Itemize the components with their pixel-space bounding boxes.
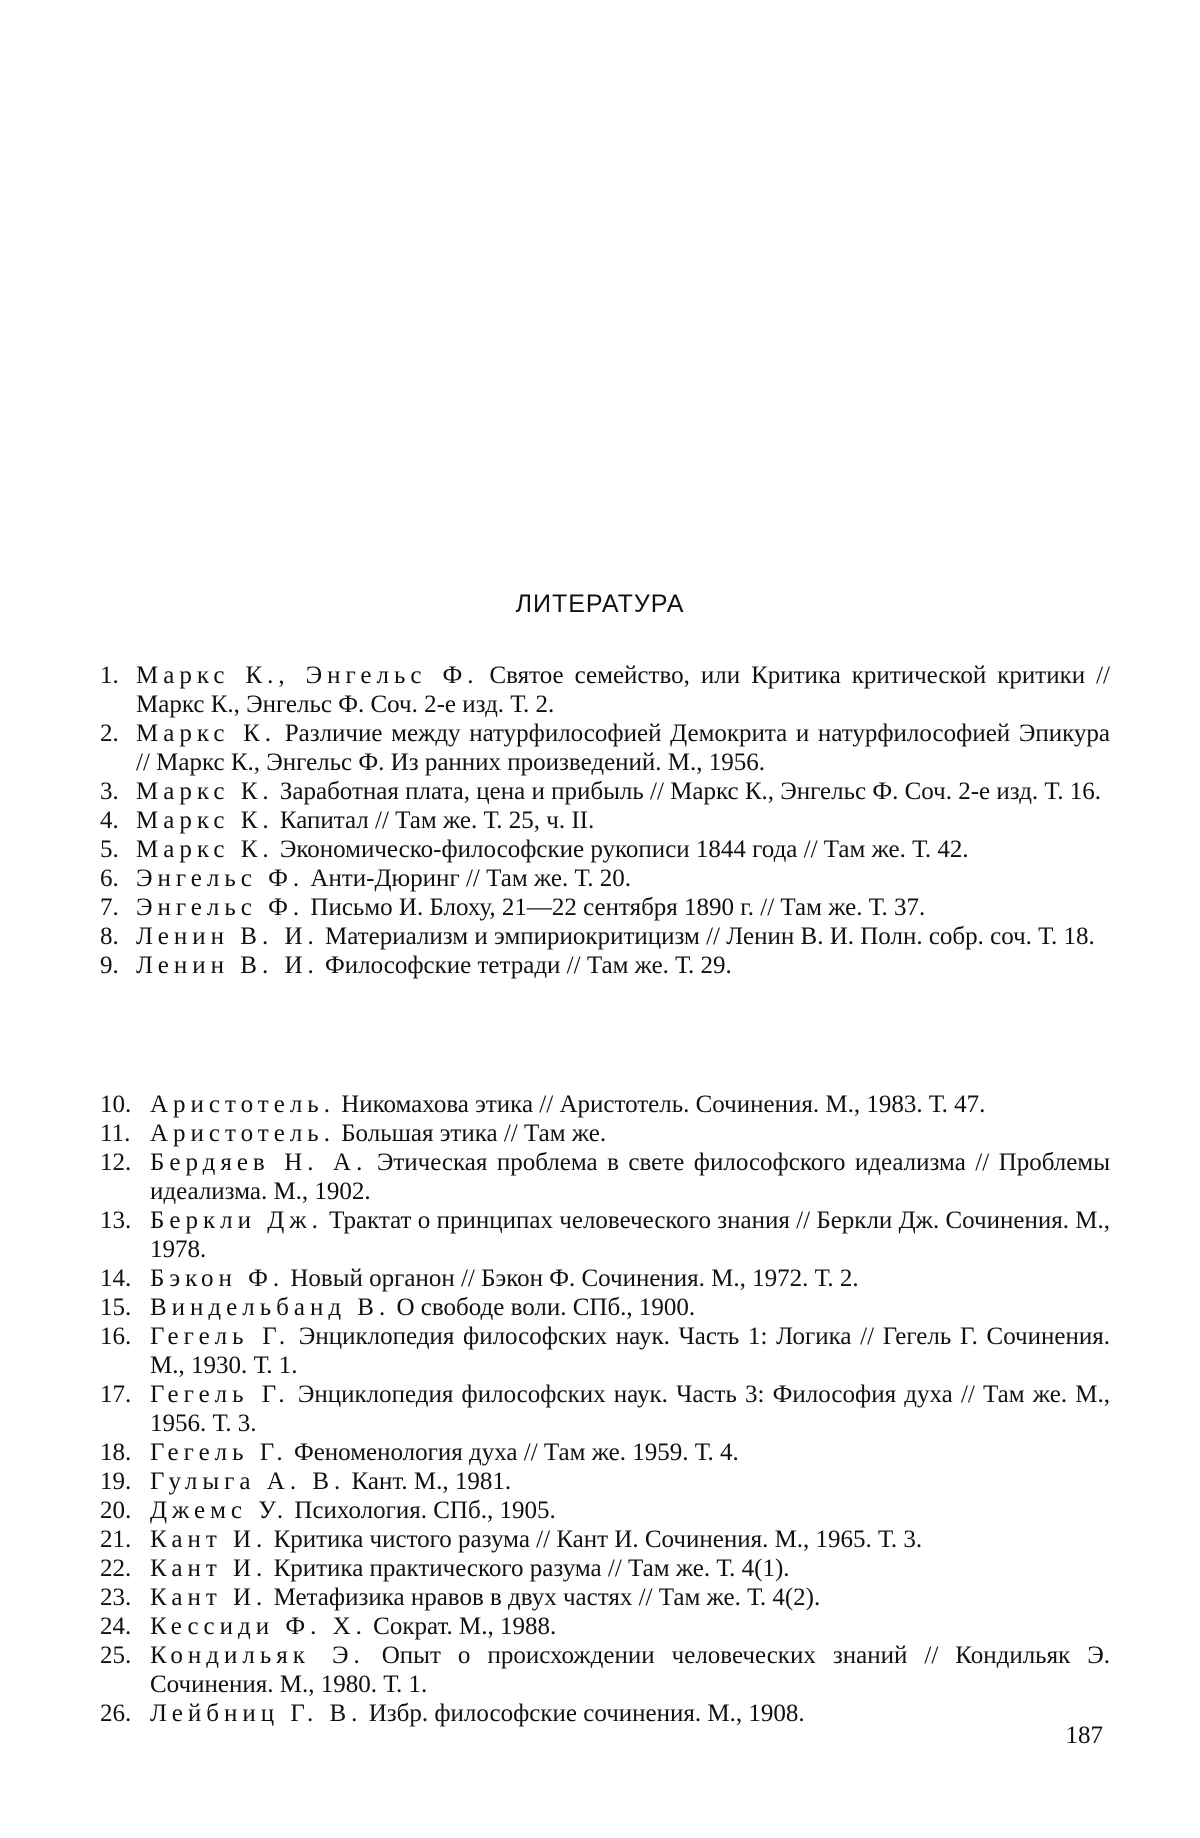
reference-item [100, 806, 1110, 835]
reference-number: 25. [100, 1642, 132, 1669]
reference-author: Лейбниц Г. В. [150, 1700, 363, 1727]
reference-item [100, 1699, 1110, 1728]
reference-item [100, 1322, 1110, 1380]
reference-number: 17. [100, 1381, 132, 1408]
reference-item [100, 777, 1110, 806]
reference-author: Аристотель. [150, 1091, 335, 1118]
reference-number: 14. [100, 1265, 132, 1292]
reference-text: Кант. М., 1981. [345, 1468, 512, 1495]
reference-number: 26. [100, 1700, 132, 1727]
reference-author: Маркс К. [136, 836, 274, 863]
reference-author: Бэкон Ф. [150, 1265, 285, 1292]
reference-item [100, 1583, 1110, 1612]
reference-text: Новый органон // Бэкон Ф. Сочинения. М., 1972. Т. 2. [284, 1265, 859, 1292]
page-title: ЛИТЕРАТУРА [515, 590, 685, 618]
reference-author: Гегель Г. [150, 1323, 291, 1350]
reference-author: Беркли Дж. [150, 1207, 323, 1234]
reference-number: 18. [100, 1439, 132, 1466]
reference-number: 19. [100, 1468, 132, 1495]
reference-text: Святое семейство, или Критика критической критики // Маркс К., Энгельс Ф. Соч. 2-е изд. Т. 2. [136, 662, 1110, 718]
reference-author: Маркс К., Энгельс Ф. [136, 662, 479, 689]
reference-text: Капитал // Там же. Т. 25, ч. II. [273, 807, 595, 834]
reference-text: Материализм и эмпириокритицизм // Ленин В. И. Полн. собр. соч. Т. 18. [318, 923, 1095, 950]
reference-text: О свободе воли. СПб., 1900. [390, 1294, 696, 1321]
reference-author: Кессиди Ф. Х. [150, 1613, 367, 1640]
reference-author: Маркс К. [136, 720, 277, 747]
references-list-other-authors [100, 1090, 1110, 1728]
reference-author: Кондильяк Э. [150, 1642, 365, 1669]
reference-author: Энгельс Ф. [136, 865, 305, 892]
reference-author: Виндельбанд В. [150, 1294, 391, 1321]
reference-item [100, 951, 1110, 980]
reference-item [100, 719, 1110, 777]
reference-text: Энциклопедия философских наук. Часть 3: Философия духа // Там же. М., 1956. Т. 3. [150, 1381, 1110, 1437]
reference-item [100, 661, 1110, 719]
reference-item [100, 835, 1110, 864]
reference-number: 11. [100, 1120, 131, 1147]
reference-item [100, 1090, 1110, 1119]
reference-text: Никомахова этика // Аристотель. Сочинения. М., 1983. Т. 47. [334, 1091, 986, 1118]
reference-number: 10. [100, 1091, 132, 1118]
reference-text: Избр. философские сочинения. М., 1908. [362, 1700, 805, 1727]
reference-text: Метафизика нравов в двух частях // Там же. Т. 4(2). [267, 1584, 821, 1611]
reference-item [100, 1264, 1110, 1293]
reference-author: Джемс У. [150, 1497, 289, 1524]
reference-author: Маркс К. [136, 778, 274, 805]
reference-number: 8. [100, 923, 119, 950]
reference-number: 7. [100, 894, 119, 921]
reference-text: Критика чистого разума // Кант И. Сочинения. М., 1965. Т. 3. [267, 1526, 923, 1553]
reference-number: 4. [100, 807, 119, 834]
reference-text: Этическая проблема в свете философского идеализма // Проблемы идеализма. М., 1902. [150, 1149, 1110, 1205]
reference-text: Опыт о происхождении человеческих знаний // Кондильяк Э. Сочинения. М., 1980. Т. 1. [150, 1642, 1110, 1698]
reference-author: Гулыга А. В. [150, 1468, 346, 1495]
reference-number: 15. [100, 1294, 132, 1321]
reference-item [100, 893, 1110, 922]
reference-item [100, 1612, 1110, 1641]
reference-item [100, 922, 1110, 951]
reference-number: 5. [100, 836, 119, 863]
reference-author: Кант И. [150, 1584, 268, 1611]
reference-number: 6. [100, 865, 119, 892]
reference-number: 2. [100, 720, 119, 747]
reference-author: Маркс К. [136, 807, 274, 834]
reference-item [100, 864, 1110, 893]
reference-item [100, 1293, 1110, 1322]
reference-item [100, 1380, 1110, 1438]
reference-number: 21. [100, 1526, 132, 1553]
reference-author: Кант И. [150, 1526, 268, 1553]
reference-number: 20. [100, 1497, 132, 1524]
reference-text: Феноменология духа // Там же. 1959. Т. 4. [287, 1439, 739, 1466]
reference-text: Экономическо-философские рукописи 1844 года // Там же. Т. 42. [273, 836, 969, 863]
reference-author: Бердяев Н. А. [150, 1149, 368, 1176]
reference-item [100, 1148, 1110, 1206]
reference-author: Кант И. [150, 1555, 268, 1582]
reference-text: Анти-Дюринг // Там же. Т. 20. [304, 865, 631, 892]
reference-author: Энгельс Ф. [136, 894, 305, 921]
reference-text: Критика практического разума // Там же. Т. 4(1). [267, 1555, 790, 1582]
reference-item [100, 1554, 1110, 1583]
reference-number: 22. [100, 1555, 132, 1582]
reference-author: Гегель Г. [150, 1439, 288, 1466]
reference-number: 3. [100, 778, 119, 805]
reference-text: Психология. СПб., 1905. [288, 1497, 556, 1524]
references-list-marx-engels-lenin [100, 661, 1110, 980]
reference-author: Ленин В. И. [136, 923, 319, 950]
reference-item [100, 1496, 1110, 1525]
page-number: 187 [1065, 1722, 1103, 1749]
reference-text: Различие между натурфилософией Демокрита и натурфилософией Эпикура // Маркс К., Энгельс Ф. Из ранних произведений. М., 1956. [136, 720, 1110, 776]
reference-text: Энциклопедия философских наук. Часть 1: Логика // Гегель Г. Сочинения. М., 1930. Т. 1. [150, 1323, 1110, 1379]
reference-author: Гегель Г. [150, 1381, 290, 1408]
reference-number: 16. [100, 1323, 132, 1350]
reference-text: Письмо И. Блоху, 21—22 сентября 1890 г. // Там же. Т. 37. [304, 894, 926, 921]
reference-number: 12. [100, 1149, 132, 1176]
reference-text: Философские тетради // Там же. Т. 29. [318, 952, 732, 979]
reference-number: 23. [100, 1584, 132, 1611]
reference-item [100, 1119, 1110, 1148]
reference-text: Сократ. М., 1988. [366, 1613, 557, 1640]
reference-text: Заработная плата, цена и прибыль // Маркс К., Энгельс Ф. Соч. 2-е изд. Т. 16. [273, 778, 1101, 805]
reference-item [100, 1438, 1110, 1467]
reference-number: 1. [100, 662, 119, 689]
reference-text: Большая этика // Там же. [334, 1120, 607, 1147]
reference-item [100, 1641, 1110, 1699]
reference-author: Ленин В. И. [136, 952, 319, 979]
reference-number: 13. [100, 1207, 132, 1234]
reference-item [100, 1525, 1110, 1554]
reference-item [100, 1206, 1110, 1264]
reference-number: 24. [100, 1613, 132, 1640]
reference-number: 9. [100, 952, 119, 979]
reference-text: Трактат о принципах человеческого знания // Беркли Дж. Сочинения. М., 1978. [150, 1207, 1110, 1263]
reference-item [100, 1467, 1110, 1496]
reference-author: Аристотель. [150, 1120, 335, 1147]
